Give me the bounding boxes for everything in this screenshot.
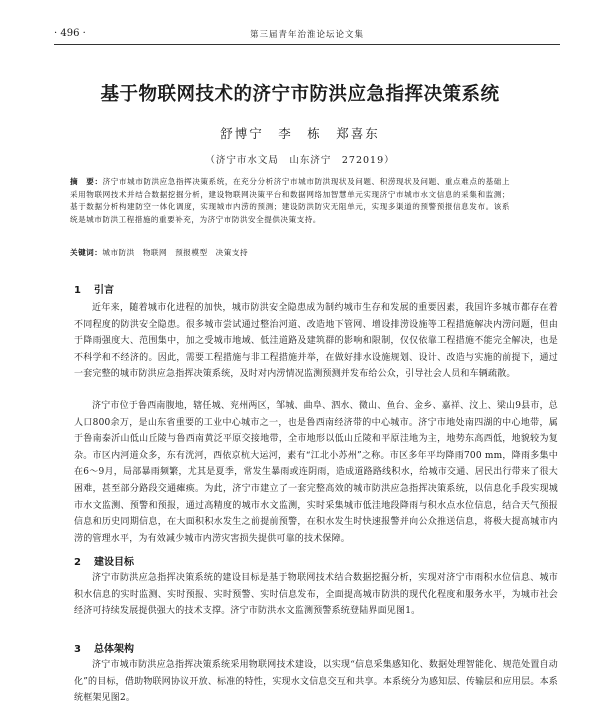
abstract [70, 176, 510, 226]
page-number: · 496 · [54, 28, 86, 39]
section-heading-1 [74, 281, 114, 296]
keywords-label: 关键词： [70, 248, 103, 257]
section-title: 建设目标 [94, 557, 134, 568]
section-number: 1 [74, 285, 81, 296]
running-header [54, 26, 560, 45]
affiliation: （济宁市水文局 山东济宁 272019） [205, 155, 395, 166]
paragraph: 济宁市位于鲁西南腹地，辖任城、兖州两区，邹城、曲阜、泗水、微山、鱼台、金乡、嘉祥、汶上、梁山9县市，总人口800余万，是山东省重要的工业中心城市之一，也是鲁西南经济带的中心城市。济宁市地处南四湖的中心地带，属于鲁南泰沂山低山丘陵与鲁西南黄泛平原交接地带，全市地形以低山丘陵和平原洼地为主，地势东高西低，地貌较为复杂。市区内河道众多，东有洸河，西依京杭大运河，素有“江北小苏州”之称。市区多年平均降雨700 mm，降雨多集中在6～9月，局部暴雨频繁，尤其是夏季，常发生暴雨或连阴雨，造成道路路线积水，给城市交通、居民出行带来了很大困难，甚至部分路段交通瘫痪。为此，济宁市建立了一套完整高效的城市防洪应急指挥决策系统，以信息化手段实现城市水文监测、预警和预报，通过高精度的城市水文监测，实时采集城市低洼地段降雨与积水点水位信息，结合天气预报信息和历史同期信息，在大面积积水发生之前提前预警，在积水发生时快速报警并向公众推送信息，将极大提高城市内涝的管理水平，为有效减少城市内涝灾害损失提供可靠的技术保障。 [74, 401, 558, 544]
section-heading-3 [74, 640, 134, 655]
section-title: 引言 [94, 285, 114, 296]
paper-title: 基于物联网技术的济宁市防洪应急指挥决策系统 [100, 84, 500, 105]
section-title: 总体架构 [94, 644, 134, 655]
abstract-text: 济宁市城市防洪应急指挥决策系统，在充分分析济宁市城市防洪现状及问题、积涝现状及问题、重点难点的基础上采用物联网技术并结合数据挖掘分析，建设物联网决策平台和数据网络加智慧单元实现济宁市城市水文信息的采集和监测；基于数据分析构建防空一体化调度，实现城市内涝的预测；建设防洪防灾无阻单元，实现多渠道的预警预报信息发布。该系统是城市防洪工程措施的重要补充，为济宁市防洪安全提供决策支持。 [70, 177, 511, 224]
section-heading-2 [74, 553, 134, 568]
authors: 舒博宁 李 栋 郑喜东 [220, 126, 380, 141]
paragraph: 近年来，随着城市化进程的加快，城市防洪安全隐患成为制约城市生存和发展的重要因素，我国许多城市都存在着不同程度的防洪安全隐患。很多城市尝试通过整治河道、改造地下管网、增设排涝设施等工程措施解决内涝问题，但由于降雨强度大、范围集中，加之受城市地域、低洼道路及建筑群的影响和限制，仅仅依靠工程措施不能完全解决，也是不科学和不经济的。因此，需要工程措施与非工程措施并举，在做好排水设施规划、设计、改造与实施的前提下，通过一套完整的城市防洪应急指挥决策系统，及时对内涝情况监测预测并发布给公众，引导社会人员和车辆疏散。 [74, 303, 558, 380]
journal-title: 第三届青年治淮论坛论文集 [249, 30, 364, 40]
abstract-label: 摘 要： [70, 177, 103, 186]
keywords-text: 城市防洪 物联网 预报模型 决策支持 [102, 248, 249, 257]
paragraph: 济宁市城市防洪应急指挥决策系统采用物联网技术建设，以实现“信息采集感知化、数据处理智能化、规范处置自动化”的目标，借助物联网协议开放、标准的特性，实现水文信息交互和共享。本系统分为感知层、传输层和应用层。本系统框架见图2。 [74, 660, 558, 704]
paragraph: 济宁市防洪应急指挥决策系统的建设目标是基于物联网技术结合数据挖掘分析，实现对济宁市雨积水位信息、城市积水信息的实时监测、实时预报、实时预警、实时信息发布，全面提高城市防洪的现代化程度和服务水平，为城市社会经济可持续发展提供强大的技术支撑。济宁市防洪水文监测预警系统登陆界面见图1。 [74, 573, 558, 617]
section-number: 3 [74, 644, 81, 655]
section-number: 2 [74, 557, 81, 568]
keywords [70, 247, 510, 259]
